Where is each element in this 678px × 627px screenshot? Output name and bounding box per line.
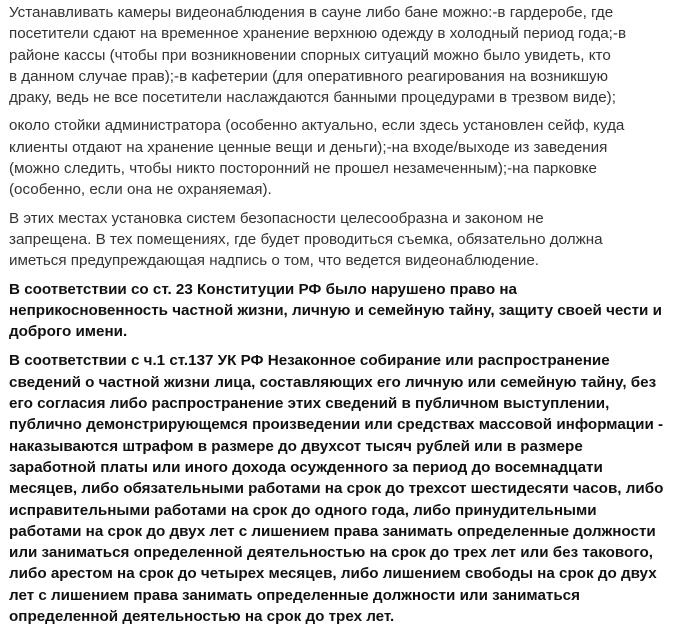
paragraph-criminal-code-article: В соответствии с ч.1 ст.137 УК РФ Незаконное собирание или распространение сведений о частной жизни лица, составляющих его личную или семейную тайну, без его согласия либо распространение этих сведений в публичном выступлении, публично демонстрирующемся произведении или средствах массовой информации - наказываются штрафом в размере до двухсот тысяч рублей или в размере заработной платы или иного дохода осужденного за период до восемнадцати месяцев, либо обязательными работами на срок до трехсот шестидесяти часов, либо исправительными работами на срок до одного года, либо принудительными работами на срок до двух лет с лишением права занимать определенные должности или заниматься определенной деятельностью на срок до трех лет или без такового, либо арестом на срок до четырех месяцев, либо лишением свободы на срок до двух лет с лишением права занимать определенные должности или заниматься определенной деятельностью на срок до трех лет.	[9, 352, 664, 626]
paragraph-constitution-article: В соответствии со ст. 23 Конституции РФ было нарушено право на неприкосновенность частной жизни, личную и семейную тайну, защиту своей чести и доброго имени.	[9, 280, 662, 341]
paragraph-additional-locations: около стойки администратора (особенно актуально, если здесь установлен сейф, куда клиенты отдают на хранение ценные вещи и деньги);-на входе/выходе из заведения (можно следить, чтобы никто посторонний не прошел незамеченным);-на парковке (особенно, если она не охраняемая).	[9, 117, 625, 199]
article-body	[9, 2, 674, 627]
paragraph-legality-note: В этих местах установка систем безопасности целесообразна и законом не запрещена. В тех помещениях, где будет проводиться съемка, обязательно должна иметься предупреждающая надпись о том, что ведется видеонаблюдение.	[9, 209, 603, 270]
paragraph-camera-locations: Устанавливать камеры видеонаблюдения в сауне либо бане можно:-в гардеробе, где посетители сдают на временное хранение верхнюю одежду в холодный период года;-в районе кассы (чтобы при возникновении спорных ситуаций можно было увидеть, кто в данном случае прав);-в кафетерии (для оперативного реагирования на возникшую драку, ведь не все посетители наслаждаются банными процедурами в трезвом виде);	[9, 4, 627, 107]
